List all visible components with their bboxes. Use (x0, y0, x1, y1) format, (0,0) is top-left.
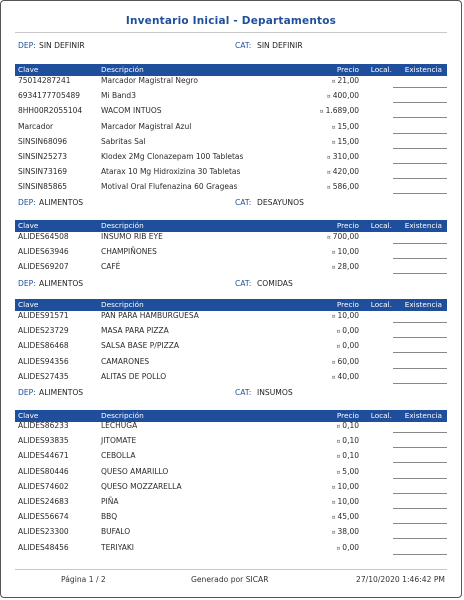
existencia-blank-line (393, 102, 447, 103)
row-descripcion: Sabritas Sal (101, 136, 146, 146)
dep-label: DEP: (18, 41, 36, 50)
currency-sign-icon: ¤ (336, 423, 341, 430)
existencia-blank-line (393, 133, 447, 134)
row-precio (332, 137, 359, 146)
row-clave: ALIDES86233 (18, 421, 69, 430)
table-row (15, 120, 447, 135)
table-row (15, 104, 447, 119)
row-clave: ALIDES23300 (18, 527, 69, 537)
row-precio-value: 21,00 (337, 76, 359, 85)
column-header-precio: Precio (336, 221, 359, 230)
row-clave: SINSIN73169 (18, 167, 68, 177)
existencia-blank-line (393, 193, 447, 194)
existencia-blank-line (393, 87, 447, 88)
row-precio (332, 262, 359, 271)
currency-sign-icon: ¤ (331, 358, 336, 366)
row-descripcion: BBQ (101, 512, 118, 522)
row-precio-value: 310,00 (332, 152, 359, 161)
row-clave: ALIDES63946 (18, 247, 69, 257)
currency-sign-icon: ¤ (331, 264, 336, 272)
footer-divider (15, 569, 447, 570)
row-precio (332, 527, 359, 536)
report-title: Inventario Inicial - Departamentos (125, 15, 337, 27)
row-clave: SINSIN68096 (18, 136, 68, 146)
existencia-blank-line (393, 148, 447, 149)
existencia-blank-line (393, 352, 447, 353)
row-descripcion: PIÑA (101, 497, 119, 506)
row-descripcion: INSUMO RIB EYE (101, 232, 163, 241)
row-clave: SINSIN85865 (18, 182, 68, 192)
cat-label: CAT: (235, 198, 252, 207)
column-header-existencia: Existencia (404, 221, 442, 230)
table-row (15, 324, 447, 339)
row-precio-value: 60,00 (337, 356, 359, 366)
row-precio (336, 451, 359, 460)
row-clave: ALIDES69207 (18, 262, 69, 272)
table-row (15, 495, 447, 510)
table-row (15, 419, 447, 434)
row-clave: ALIDES64508 (18, 232, 69, 241)
currency-sign-icon: ¤ (331, 529, 336, 537)
table-row (15, 465, 447, 480)
row-precio (336, 421, 359, 430)
row-descripcion: CEBOLLA (101, 451, 136, 461)
cat-value: INSUMOS (257, 388, 293, 397)
row-clave: ALIDES23729 (18, 326, 69, 336)
currency-sign-icon: ¤ (326, 93, 331, 101)
table-row (15, 541, 447, 556)
dep-label: DEP: (18, 279, 36, 288)
table-row (15, 150, 447, 165)
row-clave: ALIDES56674 (18, 512, 69, 522)
currency-sign-icon: ¤ (331, 483, 336, 491)
existencia-blank-line (393, 258, 447, 259)
row-clave: ALIDES27435 (18, 371, 69, 381)
row-precio (327, 152, 359, 161)
currency-sign-icon: ¤ (326, 184, 331, 192)
row-precio-value: 45,00 (337, 512, 359, 522)
row-descripcion: BUFALO (101, 527, 131, 537)
existencia-blank-line (393, 523, 447, 524)
currency-sign-icon: ¤ (331, 499, 336, 506)
existencia-blank-line (393, 432, 447, 433)
existencia-blank-line (393, 163, 447, 164)
column-header-local: Local. (370, 411, 392, 420)
row-descripcion: QUESO MOZZARELLA (101, 481, 182, 491)
cat-label: CAT: (235, 279, 252, 288)
row-precio-value: 420,00 (332, 167, 359, 177)
table-row (15, 74, 447, 89)
row-precio (327, 167, 359, 176)
row-precio-value: 400,00 (332, 91, 359, 101)
row-precio (336, 436, 359, 445)
column-header-precio: Precio (336, 300, 359, 309)
row-clave: Marcador (18, 121, 54, 131)
row-precio-value: 38,00 (337, 527, 359, 537)
dep-value: ALIMENTOS (39, 198, 84, 207)
row-clave: 8HH00R2055104 (18, 106, 83, 116)
column-header-local: Local. (370, 300, 392, 309)
row-descripcion: PAN PARA HAMBURGUESA (101, 311, 199, 320)
row-precio (332, 247, 359, 256)
table-row (15, 510, 447, 525)
currency-sign-icon: ¤ (331, 514, 336, 522)
row-precio-value: 0,10 (342, 421, 359, 430)
table-row (15, 309, 447, 324)
existencia-blank-line (393, 117, 447, 118)
currency-sign-icon: ¤ (336, 343, 341, 351)
existencia-blank-line (393, 368, 447, 369)
dep-value: ALIMENTOS (39, 388, 84, 397)
row-precio (336, 341, 359, 350)
row-precio (327, 91, 359, 100)
row-clave: ALIDES74602 (18, 481, 69, 491)
row-clave: ALIDES48456 (18, 542, 69, 552)
row-precio-value: 10,00 (337, 247, 359, 257)
row-precio-value: 15,00 (337, 121, 359, 131)
footer-generated-by: Generado por SICAR (191, 575, 269, 584)
row-precio (332, 311, 359, 320)
dep-value: ALIMENTOS (39, 279, 84, 288)
row-clave: ALIDES80446 (18, 466, 69, 476)
column-header-clave: Clave (18, 411, 39, 420)
table-row (15, 525, 447, 540)
row-precio (320, 106, 359, 115)
cat-value: COMIDAS (257, 279, 293, 288)
row-clave: ALIDES91571 (18, 311, 69, 320)
row-descripcion: Klodex 2Mg Clonazepam 100 Tabletas (101, 152, 244, 161)
row-precio-value: 10,00 (337, 311, 359, 320)
row-precio (332, 372, 359, 381)
column-header-local: Local. (370, 65, 392, 74)
table-row (15, 355, 447, 370)
column-header-precio: Precio (336, 65, 359, 74)
row-descripcion: QUESO AMARILLO (101, 466, 169, 476)
existencia-blank-line (393, 478, 447, 479)
row-descripcion: Atarax 10 Mg Hidroxizina 30 Tabletas (101, 167, 241, 177)
currency-sign-icon: ¤ (331, 313, 336, 320)
row-precio-value: 0,10 (342, 436, 359, 446)
existencia-blank-line (393, 447, 447, 448)
currency-sign-icon: ¤ (326, 154, 331, 161)
row-precio-value: 700,00 (332, 232, 359, 241)
row-precio-value: 5,00 (342, 466, 359, 476)
row-descripcion: Mi Band3 (101, 91, 136, 101)
existencia-blank-line (393, 538, 447, 539)
dep-value: SIN DEFINIR (39, 41, 85, 50)
table-row (15, 339, 447, 354)
row-precio-value: 40,00 (337, 371, 359, 381)
department-row (15, 388, 447, 400)
table-row (15, 230, 447, 245)
row-precio-value: 15,00 (337, 136, 359, 146)
column-header-local: Local. (370, 221, 392, 230)
table-row (15, 89, 447, 104)
row-descripcion: CAMARONES (101, 356, 150, 366)
row-precio-value: 0,10 (342, 451, 359, 461)
row-precio (336, 467, 359, 476)
row-precio (332, 76, 359, 85)
currency-sign-icon: ¤ (336, 468, 341, 476)
table-row (15, 480, 447, 495)
cat-value: DESAYUNOS (257, 198, 304, 207)
row-precio (332, 122, 359, 131)
currency-sign-icon: ¤ (331, 373, 336, 381)
title-divider (15, 32, 447, 33)
row-precio-value: 586,00 (332, 182, 359, 192)
existencia-blank-line (393, 178, 447, 179)
row-descripcion: WACOM INTUOS (101, 106, 162, 116)
column-header-descripcion: Descripción (101, 221, 144, 230)
existencia-blank-line (393, 322, 447, 323)
row-precio-value: 0,00 (342, 341, 359, 351)
department-row (15, 279, 447, 291)
table-row (15, 434, 447, 449)
existencia-blank-line (393, 383, 447, 384)
row-precio-value: 10,00 (337, 497, 359, 506)
table-row (15, 165, 447, 180)
row-descripcion: CHAMPIÑONES (101, 247, 157, 257)
existencia-blank-line (393, 273, 447, 274)
row-precio (327, 182, 359, 191)
department-row (15, 198, 447, 210)
column-header-descripcion: Descripción (101, 300, 144, 309)
column-header-existencia: Existencia (404, 300, 442, 309)
row-descripcion: SALSA BASE P/PIZZA (101, 341, 179, 351)
row-clave: ALIDES86468 (18, 341, 69, 351)
currency-sign-icon: ¤ (336, 438, 341, 446)
row-clave: 75014287241 (18, 76, 71, 85)
row-descripcion: Marcador Magistral Negro (101, 76, 198, 85)
existencia-blank-line (393, 462, 447, 463)
row-descripcion: MASA PARA PIZZA (101, 326, 169, 336)
row-clave: 6934177705489 (18, 91, 81, 101)
column-header-existencia: Existencia (404, 65, 442, 74)
row-precio-value: 0,00 (342, 542, 359, 552)
row-clave: ALIDES93835 (18, 436, 69, 446)
row-descripcion: ALITAS DE POLLO (101, 371, 167, 381)
dep-label: DEP: (18, 388, 36, 397)
row-descripcion: TERIYAKI (101, 542, 135, 552)
row-precio (332, 497, 359, 506)
table-row (15, 449, 447, 464)
cat-value: SIN DEFINIR (257, 41, 303, 50)
table-row (15, 370, 447, 385)
currency-sign-icon: ¤ (336, 453, 341, 461)
column-header-clave: Clave (18, 65, 39, 74)
column-header-clave: Clave (18, 300, 39, 309)
currency-sign-icon: ¤ (331, 249, 336, 257)
column-header-precio: Precio (336, 411, 359, 420)
row-precio (332, 482, 359, 491)
table-row (15, 260, 447, 275)
currency-sign-icon: ¤ (336, 544, 341, 552)
currency-sign-icon: ¤ (326, 169, 331, 177)
cat-label: CAT: (235, 388, 252, 397)
row-descripcion: JITOMATE (101, 436, 137, 446)
existencia-blank-line (393, 337, 447, 338)
row-descripcion: CAFÉ (101, 262, 121, 272)
row-descripcion: Motival Oral Flufenazina 60 Grageas (101, 182, 238, 192)
currency-sign-icon: ¤ (331, 78, 336, 85)
currency-sign-icon: ¤ (331, 138, 336, 146)
table-row (15, 135, 447, 150)
row-descripcion: LECHUGA (101, 421, 138, 430)
row-clave: ALIDES94356 (18, 356, 69, 366)
column-header-descripcion: Descripción (101, 411, 144, 420)
row-precio (336, 326, 359, 335)
row-precio-value: 28,00 (337, 262, 359, 272)
existencia-blank-line (393, 493, 447, 494)
row-precio (336, 543, 359, 552)
table-row (15, 180, 447, 195)
row-precio-value: 1.689,00 (325, 106, 359, 116)
currency-sign-icon: ¤ (319, 108, 324, 116)
row-precio (327, 232, 359, 241)
dep-label: DEP: (18, 198, 36, 207)
cat-label: CAT: (235, 41, 252, 50)
table-row (15, 245, 447, 260)
currency-sign-icon: ¤ (326, 234, 331, 241)
currency-sign-icon: ¤ (331, 123, 336, 131)
existencia-blank-line (393, 508, 447, 509)
row-precio (332, 512, 359, 521)
footer-datetime: 27/10/2020 1:46:42 PM (355, 575, 445, 584)
column-header-descripcion: Descripción (101, 65, 144, 74)
row-precio-value: 0,00 (342, 326, 359, 336)
row-descripcion: Marcador Magistral Azul (101, 121, 192, 131)
row-precio-value: 10,00 (337, 481, 359, 491)
row-precio (332, 357, 359, 366)
column-header-existencia: Existencia (404, 411, 442, 420)
footer-page-number: Página 1 / 2 (61, 575, 106, 584)
row-clave: ALIDES24683 (18, 497, 69, 506)
department-row (15, 41, 447, 53)
existencia-blank-line (393, 554, 447, 555)
currency-sign-icon: ¤ (336, 328, 341, 336)
column-header-clave: Clave (18, 221, 39, 230)
row-clave: SINSIN25273 (18, 152, 68, 161)
row-clave: ALIDES44671 (18, 451, 69, 461)
existencia-blank-line (393, 243, 447, 244)
